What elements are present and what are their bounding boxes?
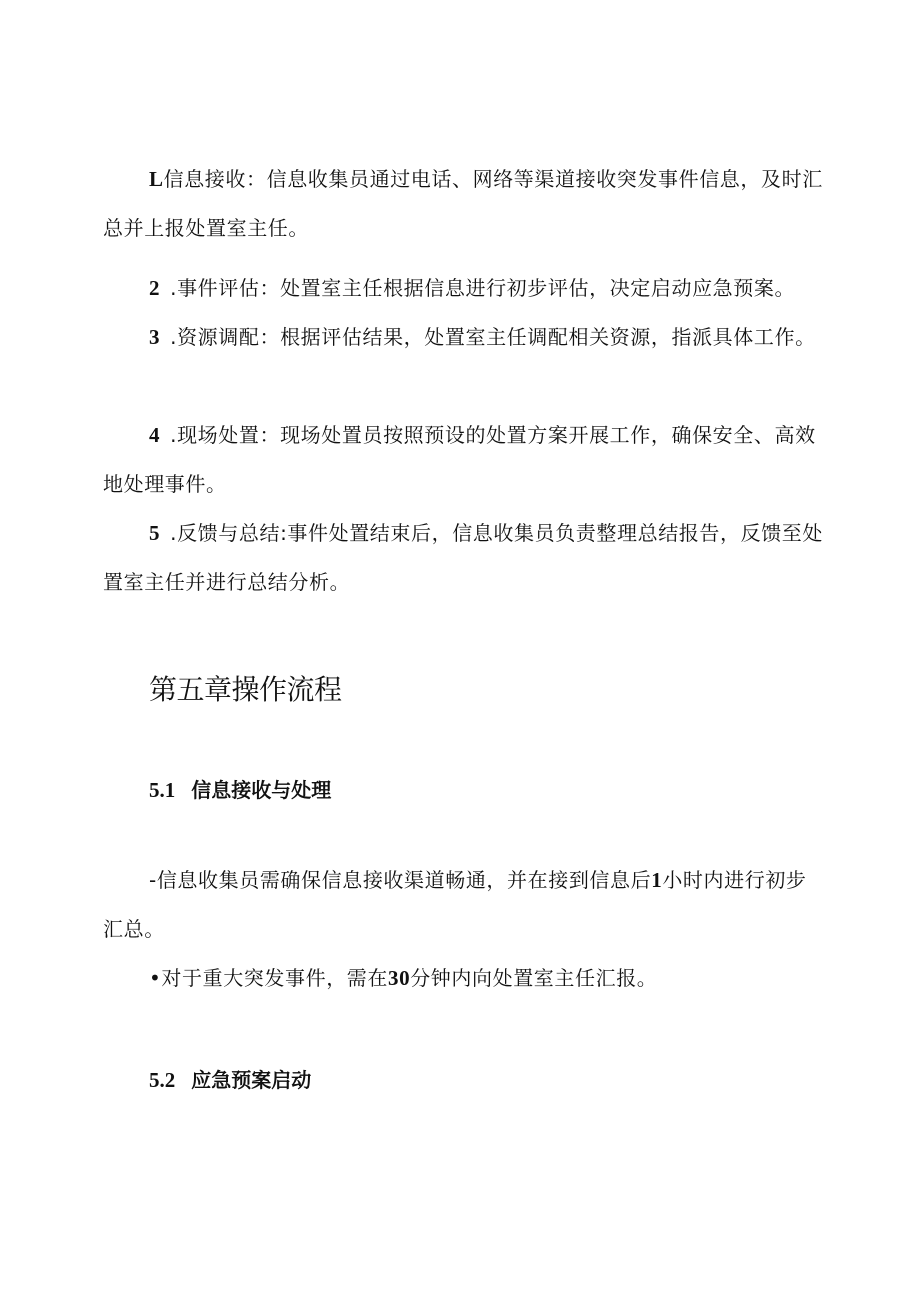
section-5-2-title: 应急预案启动 (191, 1068, 312, 1092)
bullet-2-paragraph (103, 954, 823, 1003)
step-3-text: .资源调配：根据评估结果，处置室主任调配相关资源，指派具体工作。 (170, 325, 816, 349)
section-5-1-heading (149, 775, 331, 805)
step-2-marker: 2 (149, 276, 161, 300)
section-5-1-title: 信息接收与处理 (191, 778, 332, 802)
step-3-paragraph (103, 313, 823, 362)
bullet-1-number: 1 (651, 868, 663, 892)
chapter-title: 第五章操作流程 (149, 673, 342, 706)
step-3-marker: 3 (149, 325, 161, 349)
bullet-2-number: 30 (388, 966, 411, 990)
section-5-2-number: 5.2 (149, 1068, 176, 1092)
section-5-1-number: 5.1 (149, 778, 176, 802)
step-1-text: 信息接收：信息收集员通过电话、网络等渠道接收突发事件信息，及时汇总并上报处置室主任。 (103, 167, 823, 240)
step-4-paragraph (103, 411, 823, 509)
bullet-1-text-after: 小时内进行初步汇总。 (103, 868, 807, 941)
step-1-paragraph (103, 155, 823, 253)
step-5-paragraph (103, 509, 823, 607)
step-4-text: .现场处置：现场处置员按照预设的处置方案开展工作，确保安全、高效地处理事件。 (103, 423, 816, 496)
section-5-2-heading (149, 1065, 311, 1095)
bullet-2-text-after: 分钟内向处置室主任汇报。 (410, 966, 658, 990)
step-4-marker: 4 (149, 423, 161, 447)
step-5-text: .反馈与总结:事件处置结束后，信息收集员负责整理总结报告，反馈至处置室主任并进行总结分析。 (103, 521, 824, 594)
step-1-marker: L (149, 167, 164, 191)
bullet-2-text-before: •对于重大突发事件，需在 (149, 966, 388, 990)
bullet-1-paragraph (103, 856, 823, 954)
step-2-paragraph (103, 264, 823, 313)
step-2-text: .事件评估：处置室主任根据信息进行初步评估，决定启动应急预案。 (170, 276, 796, 300)
bullet-1-text-before: -信息收集员需确保信息接收渠道畅通，并在接到信息后 (149, 868, 652, 892)
step-5-marker: 5 (149, 521, 161, 545)
